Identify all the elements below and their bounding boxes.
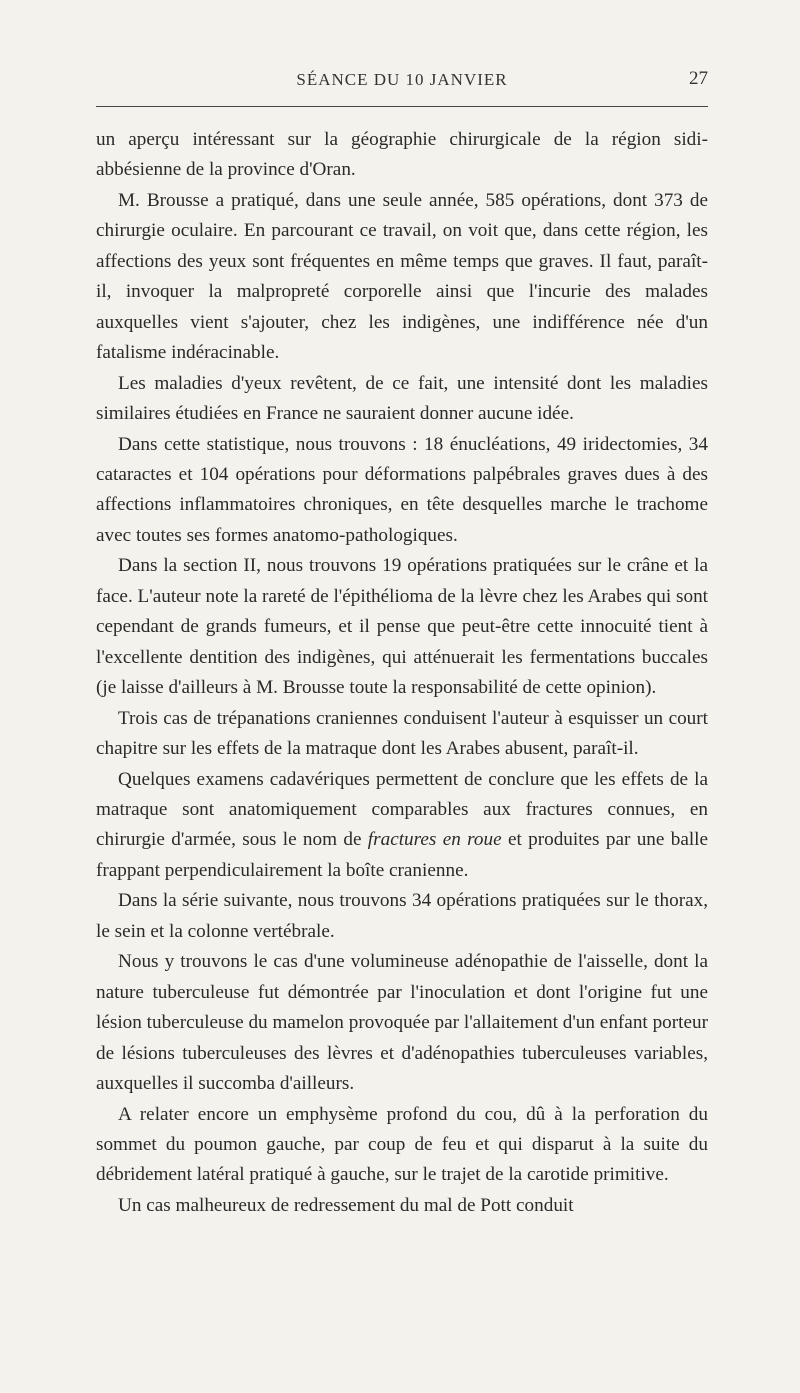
paragraph-text: et produites par une balle frappant perpendiculairement la boîte cranienne. [96, 829, 709, 881]
paragraph: Nous y trouvons le cas d'une volumineuse adénopathie de l'aisselle, dont la nature tuberculeuse fut démontrée par l'inoculation et dont l'origine fut une lésion tuberculeuse du mamelon provoquée par l'allaitement d'un enfant porteur de lésions tuberculeuses des lèvres et d'adénopathies tuberculeuses variables, auxquelles il succomba d'ailleurs. [96, 951, 708, 1095]
page-number: 27 [689, 68, 708, 89]
paragraph: Dans cette statistique, nous trouvons : 18 énucléations, 49 iridectomies, 34 cataractes et 104 opérations pour déformations palpébrales graves dues à des affections inflammatoires chroniques, en tête desquelles marche le trachome avec toutes ses formes anatomo-pathologiques. [96, 433, 708, 546]
paragraph: M. Brousse a pratiqué, dans une seule année, 585 opérations, dont 373 de chirurgie oculaire. En parcourant ce travail, on voit que, dans cette région, les affections des yeux sont fréquentes en même temps que graves. Il faut, paraît-il, invoquer la malpropreté corporelle ainsi que l'incurie des malades auxquelles vient s'ajouter, chez les indigènes, une indifférence née d'un fatalisme indéracinable. [96, 189, 708, 364]
paragraph-text: Quelques examens cadavériques permettent de conclure que les effets de la matraque sont anatomiquement comparables aux fractures connues, en chirurgie d'armée, sous le nom de [96, 768, 708, 851]
header-title: SÉANCE DU 10 JANVIER [296, 70, 508, 89]
paragraph: A relater encore un emphysème profond du cou, dû à la perforation du sommet du poumon gauche, par coup de feu et qui disparut à la suite du débridement latéral pratiqué à gauche, sur le trajet de la carotide primitive. [96, 1103, 708, 1186]
body-text [96, 125, 708, 1221]
header-rule [96, 106, 708, 107]
paragraph-with-italic [96, 765, 708, 887]
paragraph: Dans la section II, nous trouvons 19 opérations pratiquées sur le crâne et la face. L'auteur note la rareté de l'épithélioma de la lèvre chez les Arabes qui sont cependant de grands fumeurs, et il pense que peut-être cette innocuité tient à l'excellente dentition des indigènes, qui atténuerait les fermentations buccales (je laisse d'ailleurs à M. Brousse toute la responsabilité de cette opinion). [96, 555, 708, 699]
paragraph: Dans la série suivante, nous trouvons 34 opérations pratiquées sur le thorax, le sein et la colonne vertébrale. [96, 890, 708, 942]
paragraph: Les maladies d'yeux revêtent, de ce fait, une intensité dont les maladies similaires étudiées en France ne sauraient donner aucune idée. [96, 372, 708, 425]
paragraph: Trois cas de trépanations craniennes conduisent l'auteur à esquisser un court chapitre sur les effets de la matraque dont les Arabes abusent, paraît-il. [96, 707, 708, 760]
running-header [96, 66, 708, 98]
italic-term: fractures en roue [367, 829, 502, 851]
paragraph: Un cas malheureux de redressement du mal de Pott conduit [118, 1194, 574, 1216]
paragraph: un aperçu intéressant sur la géographie chirurgicale de la région sidi-abbésienne de la province d'Oran. [96, 129, 708, 181]
